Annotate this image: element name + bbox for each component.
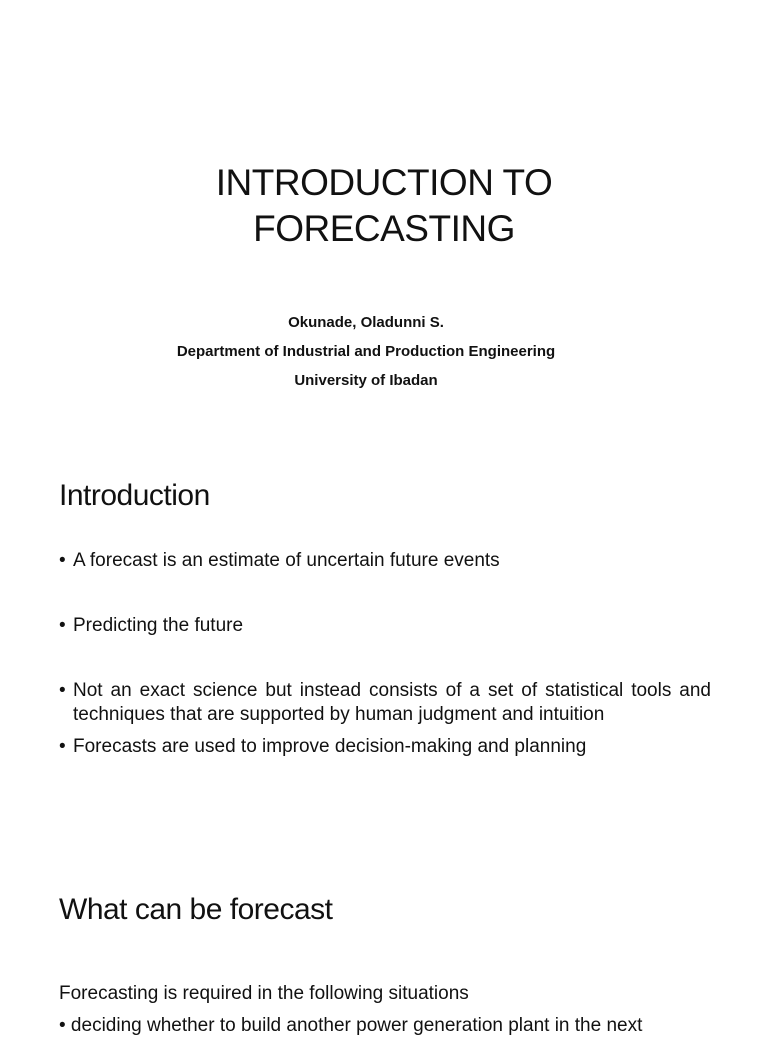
introduction-slide <box>0 432 768 864</box>
title-line-2: FORECASTING <box>253 208 515 249</box>
author-block <box>0 308 732 395</box>
author-name: Okunade, Oladunni S. <box>288 314 444 331</box>
list-item <box>59 735 711 759</box>
author-department: Department of Industrial and Production Engineering <box>176 343 556 360</box>
title-line-1: INTRODUCTION TO <box>215 162 553 203</box>
list-item <box>59 614 711 638</box>
presentation-title <box>0 160 768 252</box>
bullet-icon: • <box>59 680 66 701</box>
bullet-text: A forecast is an estimate of uncertain future events <box>73 550 500 571</box>
bullet-text: Forecasts are used to improve decision-making and planning <box>73 736 587 757</box>
bullet-icon: • <box>59 550 66 571</box>
bullet-text: Not an exact science but instead consists of a set of statistical tools and techniques that are supported by human judgment and intuition <box>73 680 711 725</box>
bullet-icon: • <box>59 615 66 636</box>
author-university: University of Ibadan <box>294 372 438 389</box>
list-item <box>59 679 711 727</box>
title-slide <box>0 0 768 432</box>
partial-bullet-text: • deciding whether to build another power generation plant in the next <box>59 1015 643 1036</box>
what-can-be-forecast-slide <box>0 864 768 1036</box>
section-heading: What can be forecast <box>59 893 333 926</box>
bullet-icon: • <box>59 736 66 757</box>
section-heading: Introduction <box>59 479 210 512</box>
list-item <box>59 549 711 573</box>
bullet-text: Predicting the future <box>73 615 244 636</box>
lead-text: Forecasting is required in the following situations <box>59 983 469 1004</box>
